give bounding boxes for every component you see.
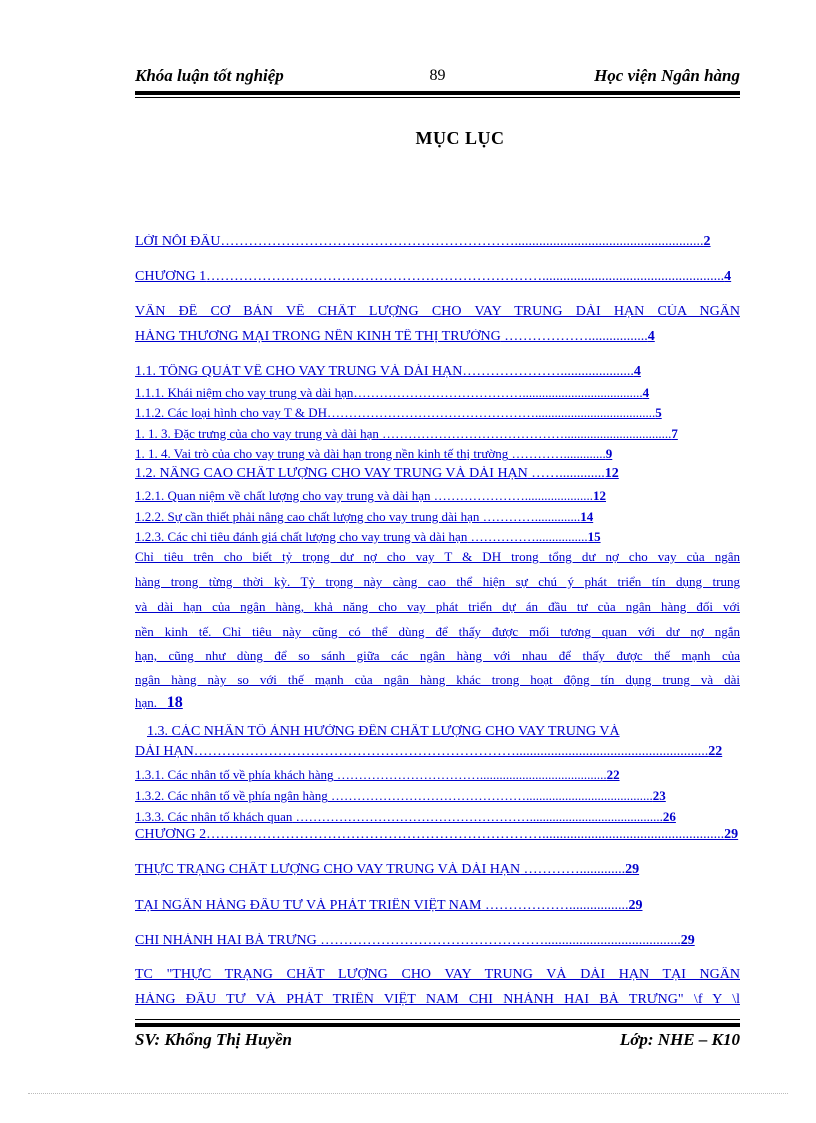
toc-entry[interactable]: hạn. 18 [135,694,183,711]
toc-entry[interactable]: LỜI NỖI ĐẦU………………………………………………………......................................................2 [135,234,711,249]
toc-entry[interactable]: VẤN ĐỀ CƠ BẢN VỀ CHẤT LƯỢNG CHO VAY TRUNG DÀI HẠN CỦA NGÂN [135,304,740,319]
toc-entry[interactable]: 1.2.1. Quan niệm về chất lượng cho vay trung và dài hạn ………………….....................12 [135,488,607,503]
toc-entry[interactable]: DÀI HẠN…………………………………………………………….......................................................22 [135,744,723,759]
toc-entry[interactable]: 1.3. CÁC NHÂN TỐ ẢNH HƯỞNG ĐẾN CHẤT LƯỢNG CHO VAY TRUNG VÀ [147,724,620,739]
header-page-number: 89 [429,67,446,84]
page-footer [135,1030,740,1054]
toc-entry[interactable]: 1.1.2. Các loại hình cho vay T & DH………………………………………….....................................5 [135,405,662,420]
page-header [135,66,740,92]
toc-entry[interactable]: và dài hạn của ngân hàng, khả năng cho vay phát triển dự án đầu tư của ngân hàng đối với [135,599,740,614]
footer-student-name: SV: Khổng Thị Huyền [135,1030,292,1049]
toc-entry[interactable]: ngân hàng này so với thế mạnh của ngân hàng khác trong hoạt động tín dụng trung và dài [135,672,740,687]
header-rule-thin [135,97,740,98]
toc-entry[interactable]: hàng trong từng thời kỳ. Tỷ trọng này càng cao thể hiện sự chú ý phát triển tín dụng trung [135,574,740,589]
toc-entry[interactable]: 1.2.2. Sự cần thiết phải nâng cao chất lượng cho vay trung dài hạn …………..............14 [135,509,594,524]
toc-entry[interactable]: THỰC TRẠNG CHẤT LƯỢNG CHO VAY TRUNG VÀ DÀI HẠN ………….............29 [135,862,640,877]
toc-entry[interactable]: CHI NHÁNH HAI BÀ TRƯNG ………………………………………….......................................29 [135,933,695,948]
toc-entry[interactable]: CHƯƠNG 2………………………………………………………………....................................................29 [135,827,739,842]
toc-entry[interactable]: 1.2.3. Các chỉ tiêu đánh giá chất lượng cho vay trung và dài hạn ……………................15 [135,529,601,544]
page-bottom-border [28,1093,788,1094]
toc-entry[interactable]: HÀNG ĐẦU TƯ VÀ PHÁT TRIỂN VIỆT NAM CHI NHÁNH HAI BÀ TRƯNG" \f Y \l [135,992,740,1007]
footer-rule-thin [135,1019,740,1020]
toc-entry[interactable]: 1.2. NÂNG CAO CHẤT LƯỢNG CHO VAY TRUNG VÀ DÀI HẠN …….............12 [135,466,619,481]
toc-entry[interactable]: Chỉ tiêu trên cho biết tỷ trọng dư nợ cho vay T & DH trong tổng dư nợ cho vay của ngân [135,549,740,564]
header-rule-thick [135,91,740,95]
toc-entry[interactable]: TC "THỰC TRẠNG CHẤT LƯỢNG CHO VAY TRUNG VÀ DÀI HẠN TẠI NGÂN [135,967,740,982]
toc-entry[interactable]: 1.1.1. Khái niệm cho vay trung và dài hạn………………………………….....................................4 [135,385,650,400]
toc-entry[interactable]: hạn, cũng như dùng để so sánh giữa các ngân hàng với nhau để thấy được thế mạnh của [135,648,740,663]
toc-entry[interactable]: 1.3.2. Các nhân tố về phía ngân hàng ……………………………………….......................................23 [135,788,666,803]
toc-entry[interactable]: 1. 1. 3. Đặc trưng của cho vay trung và dài hạn …………………………………….................................7 [135,426,678,441]
toc-entry[interactable]: 1. 1. 4. Vai trò của cho vay trung và dài hạn trong nền kinh tế thị trường ………….............9 [135,446,613,461]
toc-title: MỤC LỤC [415,128,505,148]
toc-entry[interactable]: nền kinh tế. Chỉ tiêu này cũng có thể dùng để thấy được mối tương quan với dư nợ ngắn [135,624,740,639]
toc-entry[interactable]: 1.3.3. Các nhân tố khách quan ……………………………………………….........................................26 [135,809,676,824]
toc-entry[interactable]: HÀNG THƯƠNG MẠI TRONG NỀN KINH TẾ THỊ TRƯỜNG ……………….................4 [135,329,655,344]
toc-entry[interactable]: TẠI NGÂN HÀNG ĐẦU TƯ VÀ PHÁT TRIỂN VIỆT NAM ……………….................29 [135,898,643,913]
toc-entry[interactable]: 1.3.1. Các nhân tố về phía khách hàng …………………………….......................................22 [135,767,620,782]
toc-entry[interactable]: 1.1. TỔNG QUÁT VỀ CHO VAY TRUNG VÀ DÀI HẠN………………….....................4 [135,364,641,379]
toc-entry[interactable]: CHƯƠNG 1………………………………………………………………....................................................4 [135,269,732,284]
header-thesis-label: Khóa luận tốt nghiệp [135,66,284,85]
footer-rule-thick [135,1023,740,1027]
footer-class-code: Lớp: NHE – K10 [619,1030,740,1049]
header-academy-label: Học viện Ngân hàng [594,66,740,85]
